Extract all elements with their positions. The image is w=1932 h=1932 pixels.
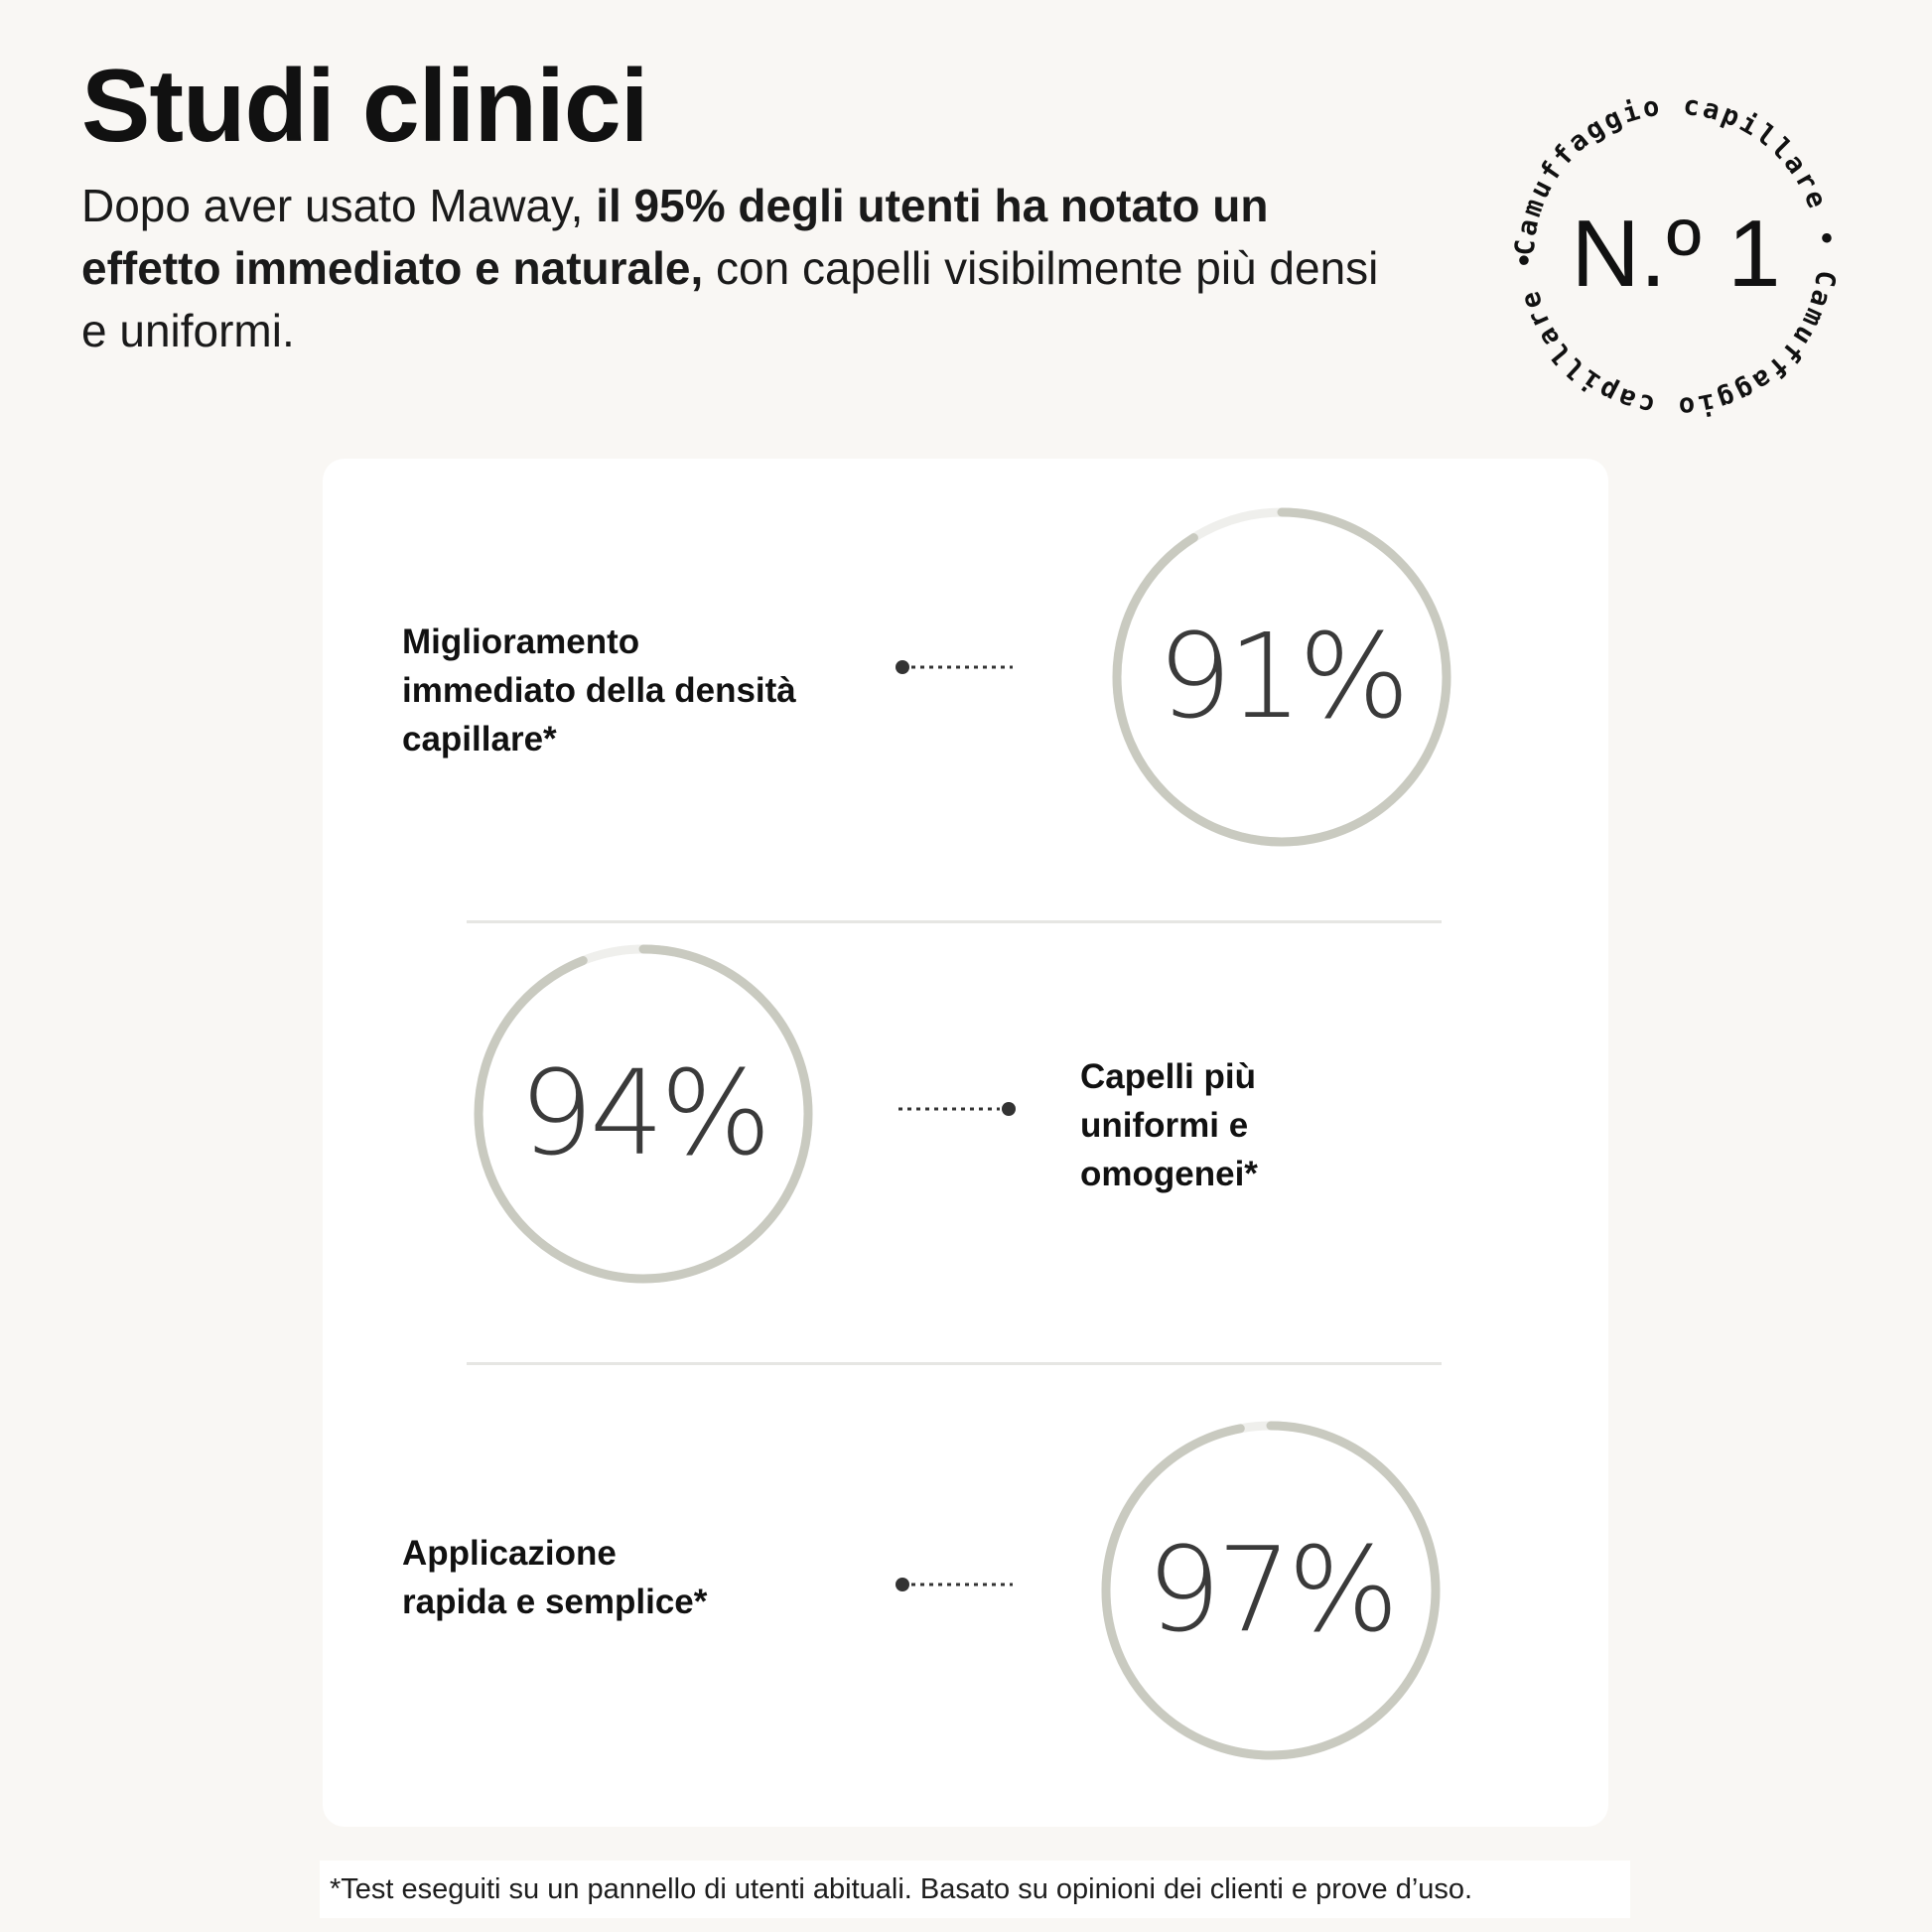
stat-label-2	[1080, 1052, 1258, 1198]
connector-dots-1	[894, 657, 1013, 677]
intro-prefix: Dopo aver usato Maway,	[81, 180, 597, 231]
stat-label-line: immediato della densità	[402, 671, 796, 710]
connector-dots-3	[894, 1575, 1013, 1594]
stat-row-1	[323, 498, 1608, 915]
progress-ring-3	[1092, 1412, 1449, 1769]
progress-ring-1	[1103, 498, 1460, 856]
stat-label-line: omogenei*	[1080, 1155, 1258, 1193]
badge-center-text: N.º 1	[1571, 201, 1781, 307]
stat-value-3: 97%	[1146, 1521, 1396, 1658]
progress-ring-2	[465, 935, 822, 1293]
number-one-badge	[1507, 87, 1845, 425]
page-title: Studi clinici	[81, 49, 648, 164]
stat-label-3	[402, 1529, 707, 1626]
stat-label-line: Applicazione	[402, 1534, 617, 1573]
stat-row-2	[323, 935, 1608, 1352]
clinical-results-card	[323, 459, 1608, 1827]
stat-label-line: uniformi e	[1080, 1106, 1249, 1145]
intro-highlight: il 95% degli utenti ha notato un effetto immediato e naturale,	[81, 180, 1269, 294]
stat-row-3	[323, 1374, 1608, 1791]
stat-value-2: 94%	[518, 1044, 768, 1181]
stat-label-line: Miglioramento	[402, 622, 640, 661]
stat-label-1	[402, 618, 796, 763]
badge-ring-text: Camuffaggio capillare • Camuffaggio capillare •	[1509, 89, 1843, 423]
intro-text	[81, 175, 1392, 362]
connector-dots-2	[898, 1099, 1018, 1119]
intro-suffix: con capelli visibilmente più densi e uniformi.	[81, 242, 1379, 356]
divider	[467, 920, 1442, 923]
stat-label-line: rapida e semplice*	[402, 1583, 708, 1621]
stat-label-line: capillare*	[402, 720, 557, 759]
divider	[467, 1362, 1442, 1365]
stat-value-1: 91%	[1157, 608, 1407, 745]
footnote: *Test eseguiti su un pannello di utenti abituali. Basato su opinioni dei clienti e prove d’uso.	[320, 1861, 1630, 1918]
stat-label-line: Capelli più	[1080, 1057, 1256, 1096]
